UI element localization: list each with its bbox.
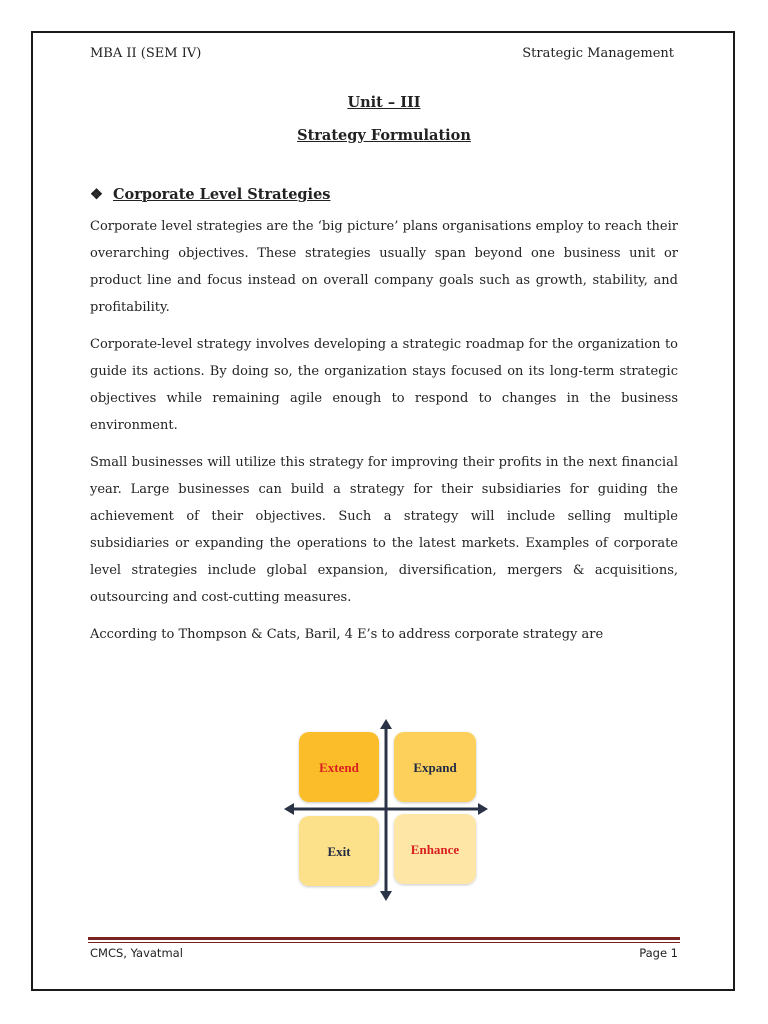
arrow-down-icon bbox=[380, 891, 392, 901]
arrow-up-icon bbox=[380, 719, 392, 729]
section-heading bbox=[90, 186, 330, 203]
header-course: MBA II (SEM IV) bbox=[90, 46, 202, 61]
paragraph-2: Corporate-level strategy involves developing a strategic roadmap for the organization to guide its actions. By doing so, the organization stays focused on its long-term strategic objectives while remaining agile enough to respond to changes in the business environment. bbox=[90, 337, 678, 433]
unit-title: Unit – III bbox=[347, 94, 421, 111]
quadrant-label-enhance: Enhance bbox=[410, 842, 460, 857]
quadrant-label-exit: Exit bbox=[327, 844, 351, 859]
page-title: Strategy Formulation bbox=[297, 127, 471, 144]
page-number: Page 1 bbox=[639, 946, 678, 960]
diamond-bullet-icon: ❖ bbox=[90, 186, 103, 203]
header-subject: Strategic Management bbox=[522, 46, 674, 61]
four-e-diagram bbox=[281, 718, 491, 902]
quadrant-label-extend: Extend bbox=[319, 760, 359, 775]
paragraph-3: Small businesses will utilize this strategy for improving their profits in the next financial year. Large businesses can build a strategy for their subsidiaries for guiding the achievement of their objectives. Such a strategy will include selling multiple subsidiaries or expanding the operations to the latest markets. Examples of corporate level strategies include global expansion, diversification, mergers & acquisitions, outsourcing and cost-cutting measures. bbox=[90, 455, 678, 605]
quadrant-label-expand: Expand bbox=[413, 760, 457, 775]
footer-institution: CMCS, Yavatmal bbox=[90, 946, 183, 960]
body-text bbox=[90, 213, 678, 658]
section-heading-text: Corporate Level Strategies bbox=[113, 186, 331, 203]
footer-rule-thin bbox=[88, 942, 680, 943]
paragraph-4: According to Thompson & Cats, Baril, 4 E’s to address corporate strategy are bbox=[90, 627, 604, 642]
arrow-right-icon bbox=[478, 803, 488, 815]
paragraph-1: Corporate level strategies are the ‘big picture’ plans organisations employ to reach their overarching objectives. These strategies usually span beyond one business unit or product line and focus instead on overall company goals such as growth, stability, and profitability. bbox=[90, 219, 678, 315]
footer-rule-thick bbox=[88, 937, 680, 940]
arrow-left-icon bbox=[284, 803, 294, 815]
